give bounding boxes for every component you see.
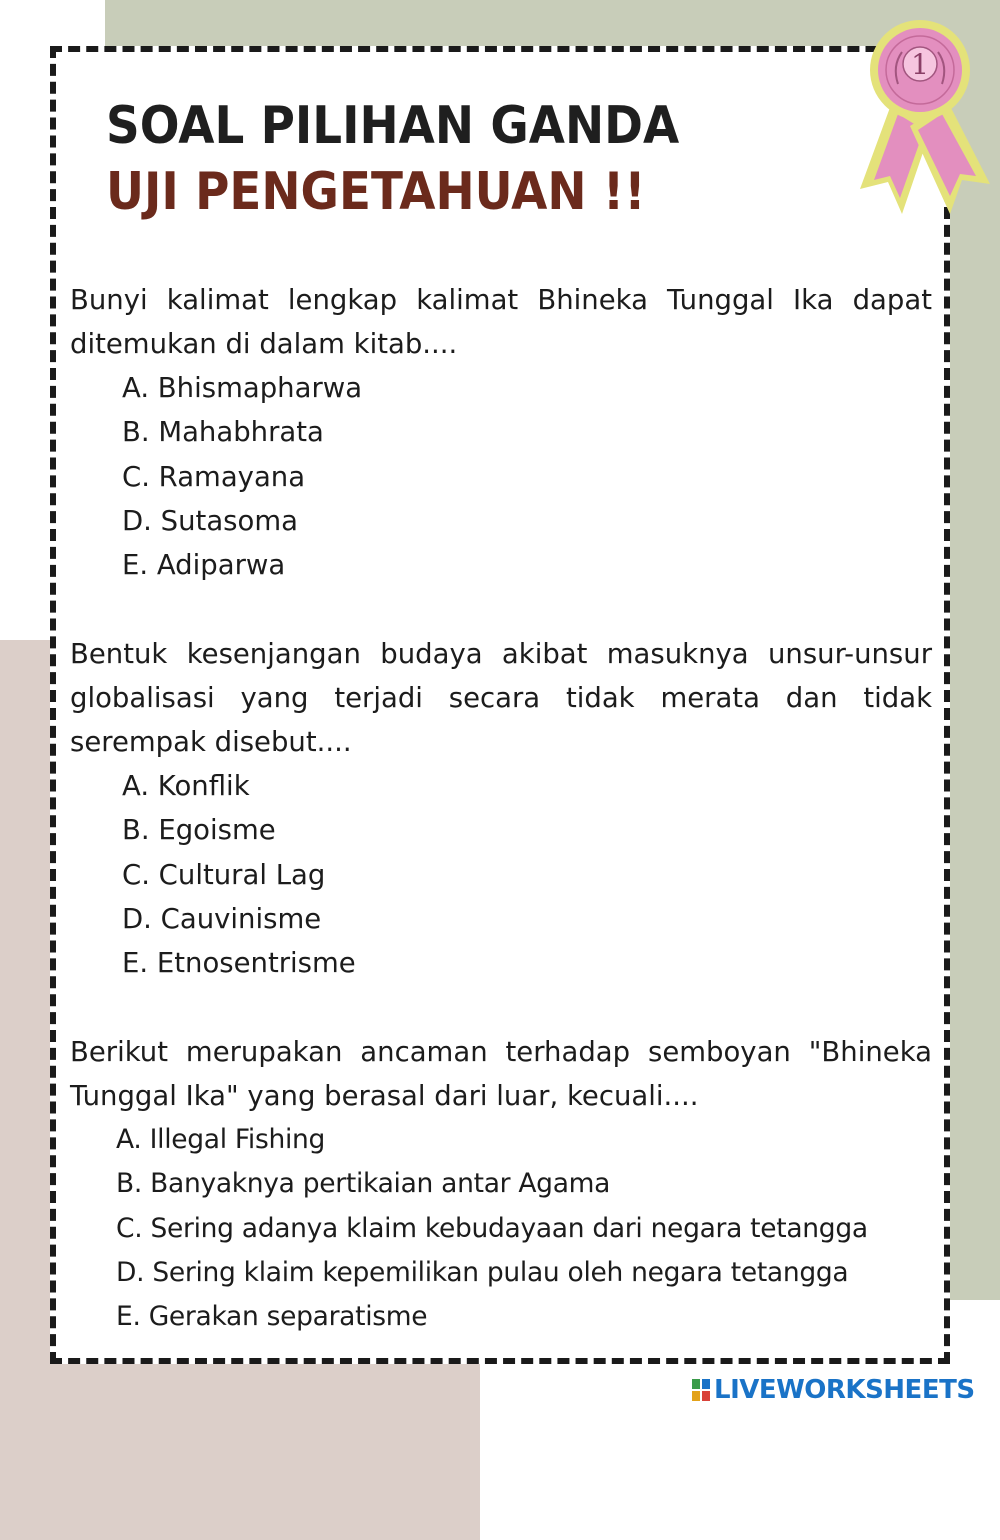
option-c[interactable]: C. Ramayana [122, 460, 306, 493]
option-e[interactable]: E. Adiparwa [122, 549, 286, 582]
title-line-1: SOAL PILIHAN GANDA [106, 96, 680, 156]
question-1-text: Bunyi kalimat lengkap kalimat Bhineka Tunggal Ika dapat ditemukan di dalam kitab.... [70, 284, 932, 360]
option-b[interactable]: B. Egoisme [122, 814, 276, 847]
title-line-2: UJI PENGETAHUAN !! [106, 162, 646, 222]
option-a[interactable]: A. Illegal Fishing [116, 1124, 326, 1155]
liveworksheets-text: LIVEWORKSHEETS [714, 1375, 975, 1405]
option-d[interactable]: D. Sering klaim kepemilikan pulau oleh negara tetangga [116, 1256, 849, 1288]
option-a[interactable]: A. Bhismapharwa [122, 372, 363, 404]
question-2-text: Bentuk kesenjangan budaya akibat masuknya unsur-unsur globalisasi yang terjadi secara tidak merata dan tidak serempak disebut.... [70, 638, 932, 758]
question-3-options [116, 1118, 868, 1339]
question-3-text: Berikut merupakan ancaman terhadap semboyan "Bhineka Tunggal Ika" yang berasal dari luar, kecuali.... [70, 1036, 932, 1112]
option-b[interactable]: B. Banyaknya pertikaian antar Agama [116, 1168, 611, 1200]
option-e[interactable]: E. Etnosentrisme [122, 947, 356, 980]
liveworksheets-icon [692, 1379, 710, 1401]
option-b[interactable]: B. Mahabhrata [122, 416, 324, 449]
medal-ribbon-icon [840, 14, 1000, 234]
option-c[interactable]: C. Cultural Lag [122, 858, 326, 891]
question-2-options [122, 764, 356, 985]
liveworksheets-logo[interactable] [692, 1372, 975, 1408]
option-c[interactable]: C. Sering adanya klaim kebudayaan dari negara tetangga [116, 1212, 868, 1244]
question-1-options [122, 366, 362, 587]
option-a[interactable]: A. Konflik [122, 770, 250, 802]
option-d[interactable]: D. Cauvinisme [122, 902, 322, 935]
medal-number: 1 [911, 48, 929, 81]
option-d[interactable]: D. Sutasoma [122, 504, 298, 537]
option-e[interactable]: E. Gerakan separatisme [116, 1301, 428, 1333]
